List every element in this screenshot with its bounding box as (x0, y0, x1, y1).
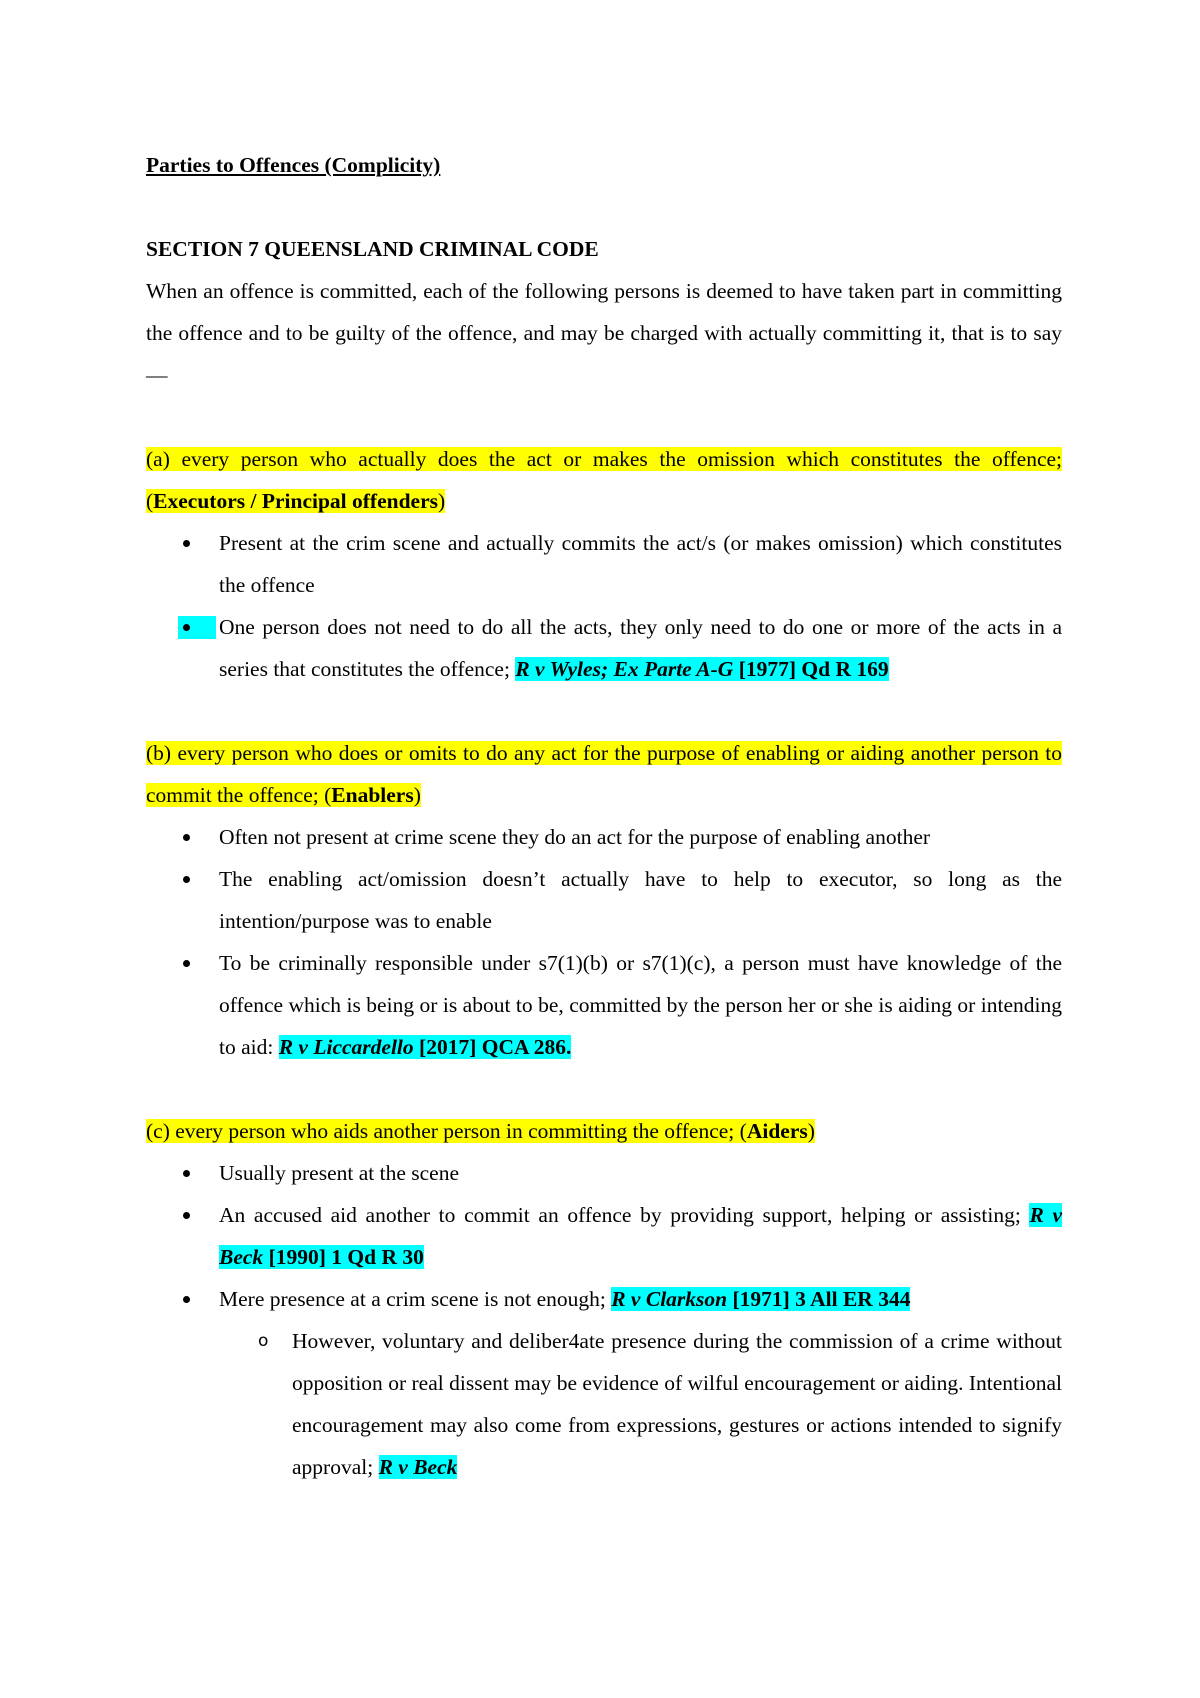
bullet-text: However, voluntary and deliber4ate presence during the commission of a crime without opposition or real dissent may be evidence of wilful encouragement or aiding. Intentional encouragement may also come from expressions, gestures or actions intended to signify approval; (292, 1329, 1062, 1479)
list-item (146, 816, 1062, 858)
case-cite: [1990] 1 Qd R 30 (263, 1245, 424, 1269)
list-item (146, 522, 1062, 606)
clause-c-bullets (146, 1152, 1062, 1320)
clause-b-highlight (146, 741, 1062, 807)
list-item (146, 942, 1062, 1068)
clause-a-highlight (146, 447, 1062, 513)
clause-c-highlight (146, 1119, 815, 1143)
bullet-text: Usually present at the scene (219, 1161, 459, 1185)
clause-c-sub-bullets (146, 1320, 1062, 1488)
bullet-text: Often not present at crime scene they do an act for the purpose of enabling another (219, 825, 931, 849)
case-name: R v Liccardello (278, 1035, 414, 1059)
case-cite: [1977] Qd R 169 (733, 657, 889, 681)
list-item (146, 1320, 1062, 1488)
case-name: R v Beck (219, 1203, 1062, 1269)
case-citation (611, 1287, 910, 1311)
bullet-text: An accused aid another to commit an offence by providing support, helping or assisting; (219, 1203, 1030, 1227)
case-citation (279, 1035, 572, 1059)
bullet-text: To be criminally responsible under s7(1)(b) or s7(1)(c), a person must have knowledge of the offence which is being or is about to be, committed by the person her or she is aiding or intending to aid: (219, 951, 1062, 1059)
spacer (146, 1068, 1062, 1110)
clause-a (146, 438, 1062, 522)
bullet-icon (183, 876, 190, 883)
bullet-highlight (178, 616, 216, 639)
hollow-bullet-icon: o (258, 1331, 269, 1351)
list-item (146, 606, 1062, 690)
section-heading: SECTION 7 QUEENSLAND CRIMINAL CODE (146, 237, 599, 261)
bullet-text: One person does not need to do all the acts, they only need to do one or more of the acts in a series that constitutes the offence; (219, 615, 1062, 681)
clause-b-text: (b) every person who does or omits to do any act for the purpose of enabling or aiding another person to commit the offence; ( (146, 741, 1062, 807)
case-cite: [1971] 3 All ER 344 (727, 1287, 911, 1311)
clause-c-close: ) (807, 1119, 815, 1143)
list-item (146, 1194, 1062, 1278)
clause-c (146, 1110, 1062, 1152)
clause-b (146, 732, 1062, 816)
case-name: R v Wyles; Ex Parte A-G (515, 657, 734, 681)
bullet-text: Present at the crim scene and actually commits the act/s (or makes omission) which constitutes the offence (219, 531, 1062, 597)
bullet-text: The enabling act/omission doesn’t actually have to help to executor, so long as the intention/purpose was to enable (219, 867, 1062, 933)
list-item (146, 858, 1062, 942)
bullet-icon (183, 834, 190, 841)
bullet-icon (183, 624, 190, 631)
bullet-icon (183, 1212, 190, 1219)
case-cite: [2017] QCA 286. (413, 1035, 572, 1059)
clause-a-label: Executors / Principal offenders (153, 489, 439, 513)
case-name: R v Clarkson (611, 1287, 728, 1311)
document-title: Parties to Offences (Complicity) (146, 153, 441, 177)
clause-c-label: Aiders (746, 1119, 808, 1143)
clause-b-bullets (146, 816, 1062, 1068)
bullet-icon (183, 1296, 190, 1303)
bullet-icon (183, 1170, 190, 1177)
intro-paragraph: When an offence is committed, each of the following persons is deemed to have taken part in committing the offence and to be guilty of the offence, and may be charged with actually committing it, that is to say— (146, 279, 1062, 387)
clause-a-close: ) (438, 489, 446, 513)
bullet-icon (183, 540, 190, 547)
clause-b-close: ) (413, 783, 421, 807)
bullet-text: Mere presence at a crim scene is not enough; (219, 1287, 612, 1311)
clause-a-bullets (146, 522, 1062, 690)
clause-b-label: Enablers (331, 783, 414, 807)
case-citation (515, 657, 888, 681)
case-name: R v Beck (378, 1455, 458, 1479)
bullet-icon (183, 960, 190, 967)
list-item (146, 1152, 1062, 1194)
clause-a-text: (a) every person who actually does the act or makes the omission which constitutes the offence; ( (146, 447, 1062, 513)
spacer (146, 690, 1062, 732)
case-citation (379, 1455, 458, 1479)
list-item (146, 1278, 1062, 1320)
clause-c-text: (c) every person who aids another person in committing the offence; ( (146, 1119, 747, 1143)
spacer (146, 396, 1062, 438)
